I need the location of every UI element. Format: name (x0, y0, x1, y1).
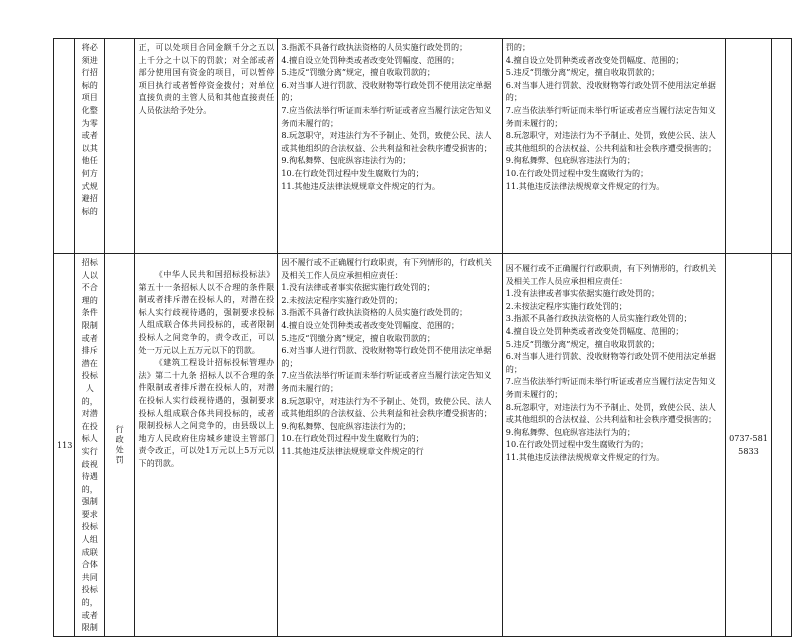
responsibility-cell (502, 254, 725, 637)
contact-phone: 0737-5815833 (726, 254, 772, 637)
contact-phone (726, 39, 772, 254)
item-name: 将必须进行招标的项目化整为零或者以其他任何方式规避招标的 (75, 39, 105, 254)
accountability-cell (278, 254, 502, 637)
list-item: 9.徇私舞弊、包庇纵容违法行为的； (281, 420, 411, 431)
list-item: 11.其他违反法律法规规章文件规定的行 (281, 445, 424, 456)
list-item: 10.在行政处罚过程中发生腐败行为的； (505, 167, 649, 178)
list-item: 3.指派不具备行政执法资格的人员实施行政处罚的； (281, 307, 468, 318)
list-item: 7.应当依法举行听证而未举行听证或者应当履行法定告知义务而未履行的； (505, 376, 716, 399)
list-item: 3.指派不具备行政执法资格的人员实施行政处罚的； (281, 42, 468, 52)
list-item: 8.玩忽职守，对违法行为不予制止、处罚，致使公民、法人或其他组织的合法权益、公共利益和社会秩序遭受损害的； (281, 130, 492, 153)
list-item: 4.擅自设立处罚种类或者改变处罚幅度、范围的； (505, 54, 684, 65)
basis-paragraph: 《建筑工程设计招标投标管理办法》第二十九条 招标人以不合理的条件限制或者排斥潜在投标人的，对潜在投标人实行歧视待遇的，强制要求投标人组成联合体共同投标的，或者限制投标人之间竞争的，由县级以上地方人民政府住房城乡建设主管部门责令改正，可以处1万元以上5万元以下的罚款。 (138, 357, 275, 468)
list-item: 10.在行政处罚过程中发生腐败行为的； (505, 439, 649, 450)
accountability-cell (278, 39, 502, 254)
table-row (54, 39, 792, 254)
list-item: 8.玩忽职守，对违法行为不予制止、处罚，致使公民、法人或其他组织的合法权益、公共利益和社会秩序遭受损害的； (505, 401, 717, 425)
list-item: 4.擅自设立处罚种类或者改变处罚幅度、范围的； (281, 54, 460, 65)
item-category (105, 39, 135, 254)
list-item: 9.徇私舞弊、包庇纵容违法行为的； (505, 155, 635, 166)
list-item: 1.没有法律或者事实依据实施行政处罚的； (505, 288, 660, 299)
list-item: 9.徇私舞弊、包庇纵容违法行为的； (281, 155, 411, 166)
list-item: 4.擅自设立处罚种类或者改变处罚幅度、范围的； (505, 325, 684, 336)
list-item: 因不履行或不正确履行行政职责，有下列情形的，行政机关及相关工作人员应承担相应责任： (281, 257, 492, 280)
list-item: 11.其他违反法律法规规章文件规定的行为。 (505, 451, 665, 462)
list-item: 9.徇私舞弊、包庇纵容违法行为的； (505, 426, 635, 437)
remark-cell (771, 254, 791, 637)
legal-basis (135, 254, 278, 637)
list-item: 因不履行或不正确履行行政职责，有下列情形的，行政机关及相关工作人员应承担相应责任： (505, 263, 717, 286)
penalty-table (53, 38, 792, 637)
list-item: 6.对当事人进行罚款、没收财物等行政处罚不使用法定单据的； (505, 351, 716, 374)
table-row (54, 254, 792, 637)
list-item: 2.未按法定程序实施行政处罚的； (505, 300, 627, 311)
list-item: 7.应当依法举行听证而未举行听证或者应当履行法定告知义务而未履行的； (505, 104, 716, 128)
list-item: 6.对当事人进行罚款、没收财物等行政处罚不使用法定单据的； (505, 79, 716, 103)
remark-cell (771, 39, 791, 254)
responsibility-cell (502, 39, 725, 254)
list-item: 5.违反“罚缴分离”规定，擅自收取罚款的； (281, 67, 435, 78)
list-item: 6.对当事人进行罚款、没收财物等行政处罚不使用法定单据的； (281, 345, 492, 368)
item-category: 行政处罚 (105, 254, 135, 637)
list-item: 5.违反“罚缴分离”规定，擅自收取罚款的； (505, 338, 660, 349)
list-item: 1.没有法律或者事实依据实施行政处罚的； (281, 282, 435, 293)
list-item: 8.玩忽职守，对违法行为不予制止、处罚，致使公民、法人或其他组织的合法权益、公共利益和社会秩序遭受损害的； (505, 130, 717, 153)
list-item: 8.玩忽职守，对违法行为不予制止、处罚，致使公民、法人或其他组织的合法权益、公共利益和社会秩序遭受损害的； (281, 395, 492, 419)
list-item: 2.未按法定程序实施行政处罚的； (281, 294, 403, 305)
legal-basis (135, 39, 278, 254)
item-name: 招标人以不合理的条件限制或者排斥潜在投标人的，对潜在投标人实行歧视待遇的，强制要求投标人组成联合体共同投标的，或者限制 (75, 254, 105, 637)
list-item: 10.在行政处罚过程中发生腐败行为的； (281, 433, 424, 444)
basis-paragraph: 《中华人民共和国招标投标法》第五十一条招标人以不合理的条件限制或者排斥潜在投标人的，对潜在投标人实行歧视待遇的，强制要求投标人组成联合体共同投标的，或者限制投标人之间竞争的，责令改正，可以处一万元以上五万元以下的罚款。 (138, 269, 275, 355)
list-item: 罚的； (505, 42, 531, 52)
list-item: 5.违反“罚缴分离”规定，擅自收取罚款的； (281, 332, 435, 343)
list-item: 3.指派不具备行政执法资格的人员实施行政处罚的； (505, 313, 692, 324)
row-number (54, 39, 75, 254)
list-item: 4.擅自设立处罚种类或者改变处罚幅度、范围的； (281, 319, 460, 330)
list-item: 10.在行政处罚过程中发生腐败行为的； (281, 167, 424, 178)
list-item: 7.应当依法举行听证而未举行听证或者应当履行法定告知义务而未履行的； (281, 370, 492, 393)
list-item: 11.其他违反法律法规规章文件规定的行为。 (505, 180, 665, 191)
row-number: 113 (54, 254, 75, 637)
list-item: 5.违反“罚缴分离”规定，擅自收取罚款的； (505, 67, 660, 78)
basis-paragraph: 正，可以处项目合同金额千分之五以上千分之十以下的罚款；对全部或者部分使用国有资金的项目，可以暂停项目执行或者暂停资金拨付；对单位直接负责的主管人员和其他直接责任人员依法给予处分。 (138, 42, 275, 115)
list-item: 11.其他违反法律法规规章文件规定的行为。 (281, 180, 440, 191)
list-item: 6.对当事人进行罚款、没收财物等行政处罚不使用法定单据的； (281, 79, 492, 103)
list-item: 7.应当依法举行听证而未举行听证或者应当履行法定告知义务而未履行的； (281, 104, 492, 128)
